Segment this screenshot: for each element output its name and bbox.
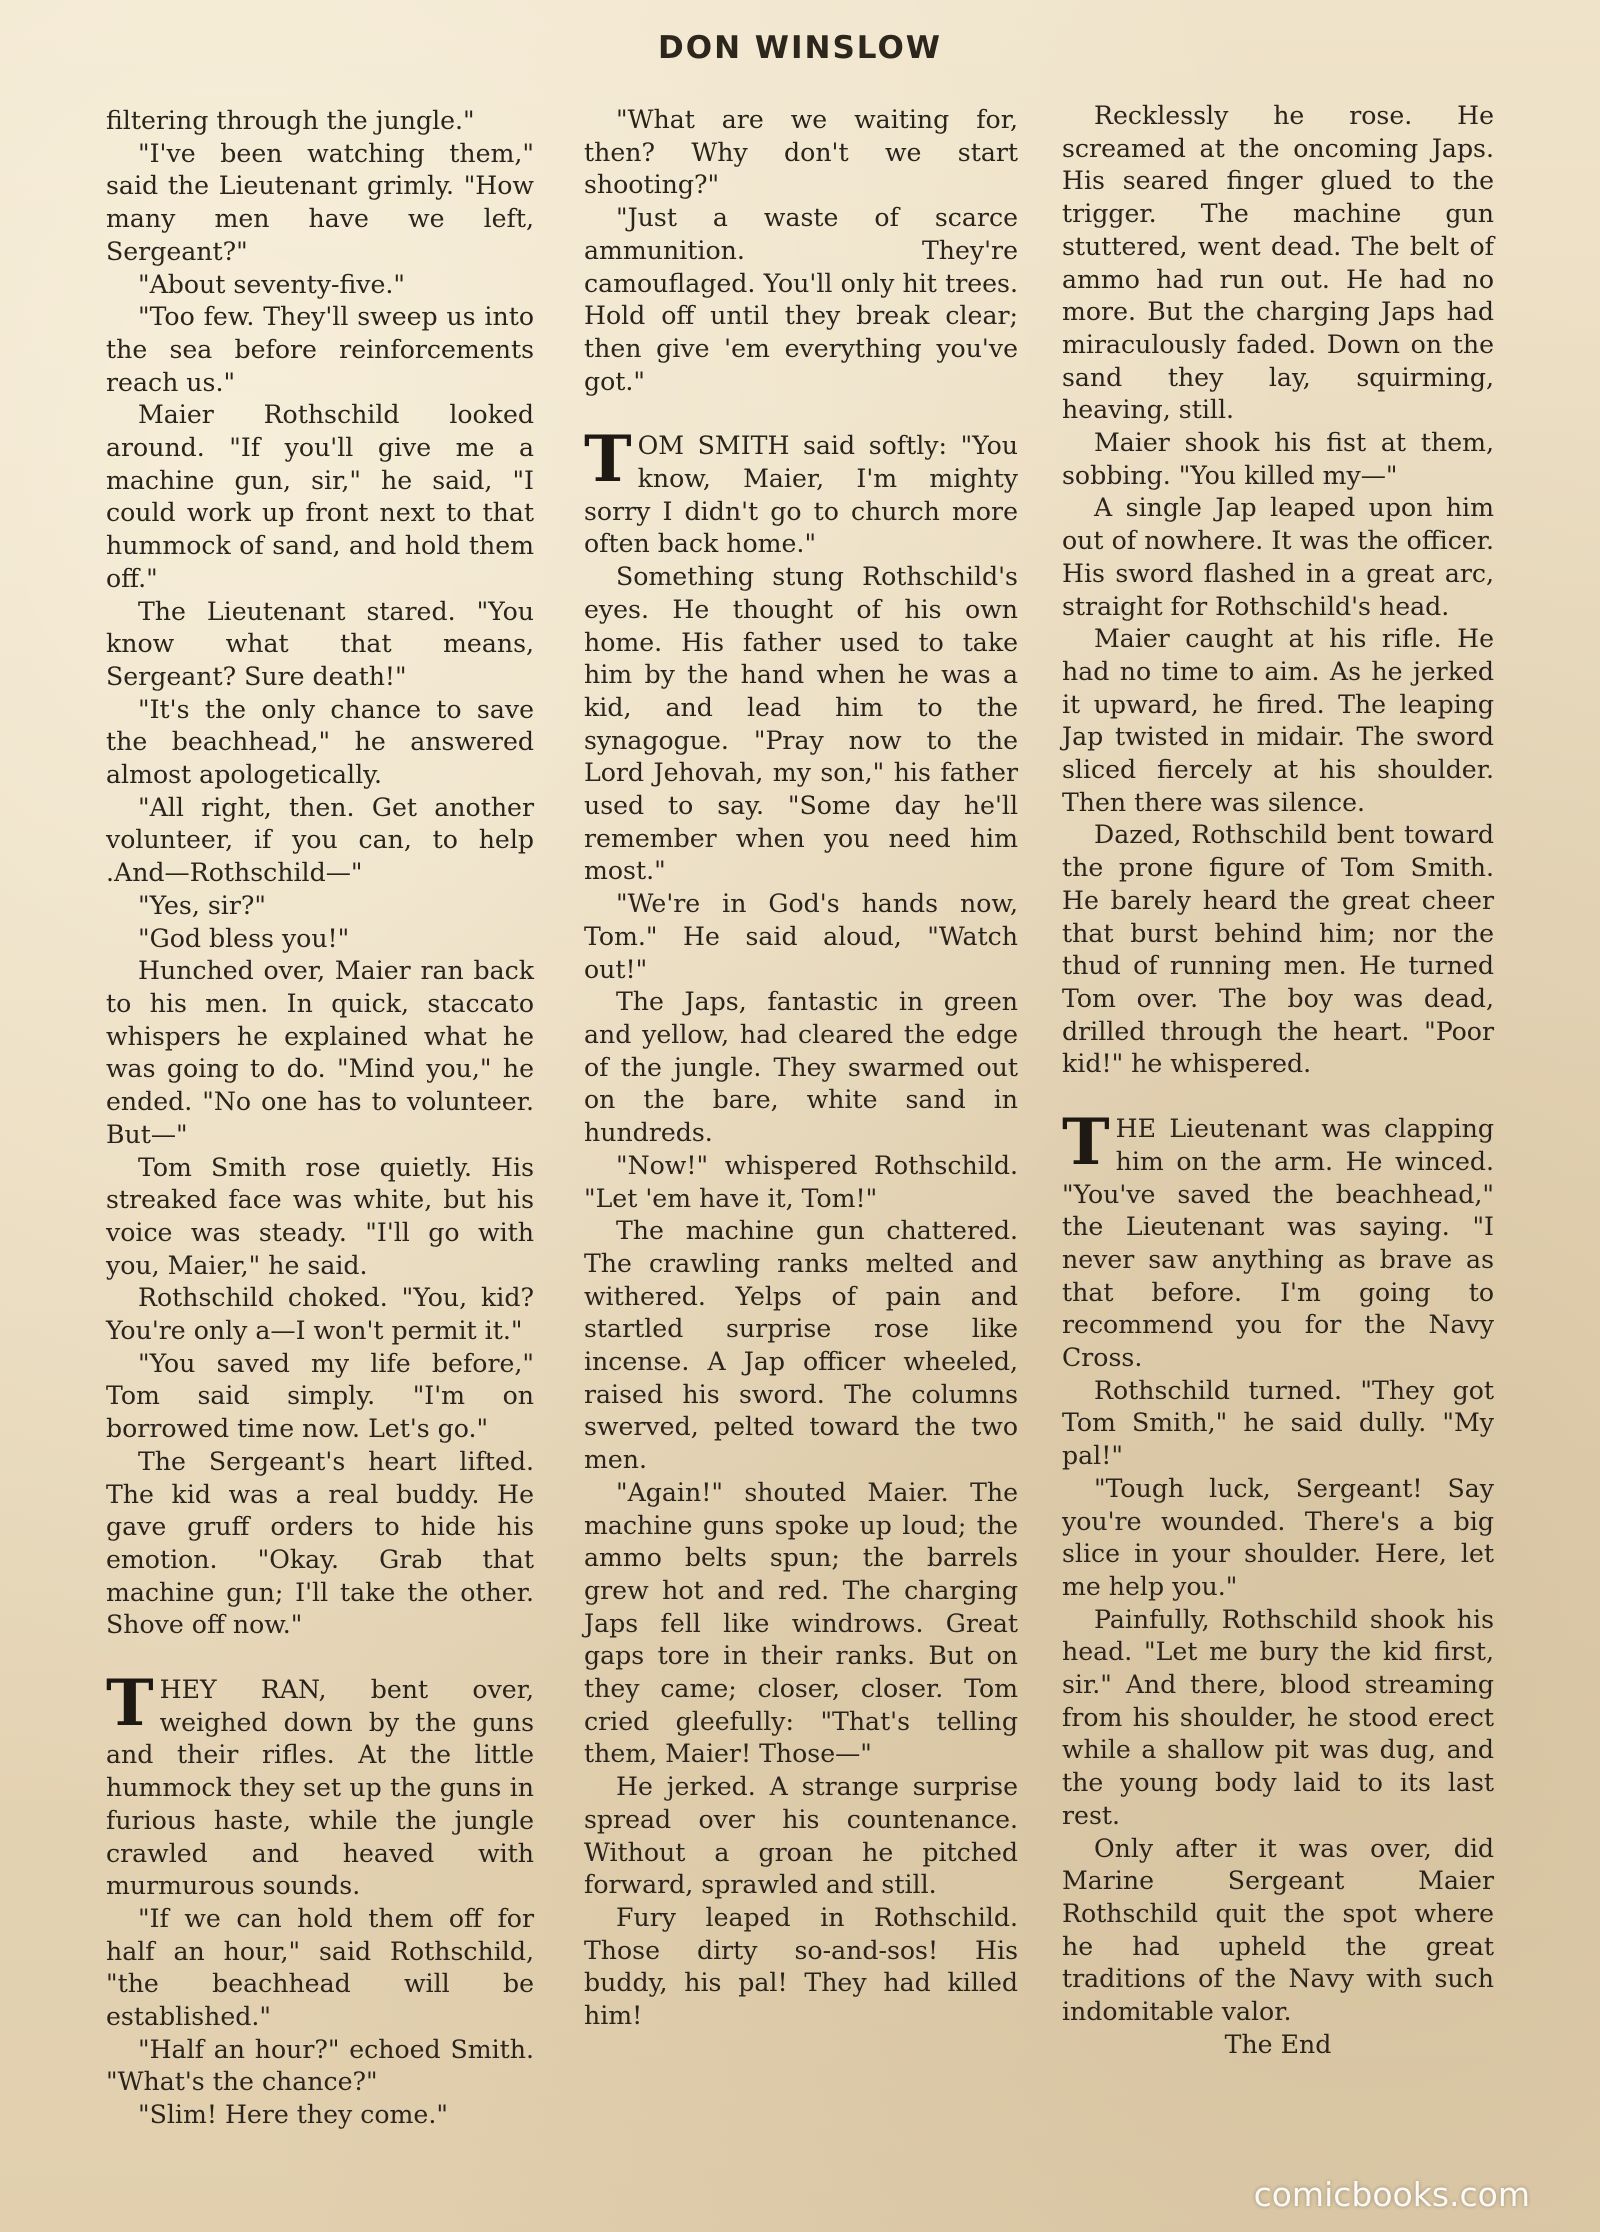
- story-paragraph: [106, 1666, 534, 1903]
- paragraph-text: Maier shook his fist at them, sobbing. "You killed my—": [1062, 428, 1494, 490]
- paragraph-text: The Sergeant's heart lifted. The kid was a real buddy. He gave gruff orders to hide his emotion. "Okay. Grab that machine gun; I'll take the other. Shove off now.": [106, 1446, 534, 1640]
- paragraph-text: "If we can hold them off for half an hour," said Rothschild, "the beachhead will be established.": [106, 1903, 534, 2032]
- paragraph-text: "Just a waste of scarce ammunition. They're camouflaged. You'll only hit trees. Hold off until they break clear; then give 'em everything you've got.": [584, 203, 1018, 396]
- text-column-2: [584, 104, 1018, 2033]
- story-paragraph: [584, 104, 1018, 202]
- story-paragraph: [584, 422, 1018, 561]
- paragraph-text: "God bless you!": [138, 923, 350, 953]
- paragraph-text: "About seventy-five.": [138, 269, 405, 299]
- story-paragraph: [106, 955, 534, 1151]
- paragraph-text: "It's the only chance to save the beachhead," he answered almost apologetically.: [106, 694, 534, 790]
- story-paragraph: [1062, 1604, 1494, 1833]
- story-paragraph: [1062, 819, 1494, 1081]
- story-paragraph: [106, 923, 534, 956]
- story-paragraph: [1062, 492, 1494, 623]
- story-paragraph: [584, 202, 1018, 398]
- story-paragraph: [106, 1446, 534, 1642]
- story-paragraph: [106, 1152, 534, 1283]
- paragraph-text: "You saved my life before," Tom said simply. "I'm on borrowed time now. Let's go.": [106, 1348, 534, 1444]
- paragraph-text: "Tough luck, Sergeant! Say you're wounded. There's a big slice in your shoulder. Here, let me help you.": [1062, 1473, 1494, 1601]
- story-paragraph: [106, 1903, 534, 2034]
- story-paragraph: [106, 269, 534, 302]
- paragraph-text: Dazed, Rothschild bent toward the prone figure of Tom Smith. He barely heard the great cheer that burst behind him; nor the thud of running men. He turned Tom over. The boy was dead, drilled through the heart. "Poor kid!" he whispered.: [1062, 820, 1494, 1079]
- story-paragraph: [106, 890, 534, 923]
- story-paragraph: [106, 1282, 534, 1347]
- page-title: DON WINSLOW: [657, 30, 943, 66]
- paragraph-text: The End: [1224, 2029, 1332, 2059]
- paragraph-text: Something stung Rothschild's eyes. He thought of his own home. His father used to take him by the hand when he was a kid, and lead him to the synagogue. "Pray now to the Lord Jehovah, my son," his father used to say. "Some day he'll remember when you need him most.": [584, 562, 1018, 886]
- paragraph-text: "Too few. They'll sweep us into the sea before reinforcements reach us.": [106, 302, 534, 397]
- story-paragraph: [584, 561, 1018, 888]
- paragraph-text: OM SMITH said softly: "You know, Maier, I'm mighty sorry I didn't go to church more often back home.": [584, 431, 1018, 559]
- paragraph-text: Fury leaped in Rothschild. Those dirty so-and-sos! His buddy, his pal! They had killed him!: [584, 1902, 1018, 2031]
- paragraph-text: "I've been watching them," said the Lieutenant grimly. "How many men have we left, Sergeant?": [106, 138, 534, 266]
- paragraph-text: "All right, then. Get another volunteer, if you can, to help .And—Rothschild—": [106, 792, 534, 888]
- story-paragraph: [584, 1902, 1018, 2033]
- story-paragraph: [1062, 1375, 1494, 1473]
- paragraph-text: "Slim! Here they come.": [138, 2100, 448, 2130]
- paragraph-text: Rothschild choked. "You, kid? You're only a—I won't permit it.": [106, 1283, 534, 1346]
- story-paragraph: [106, 792, 534, 890]
- story-paragraph: [584, 1150, 1018, 1215]
- paragraph-text: HE Lieutenant was clapping him on the arm. He winced. "You've saved the beachhead," the Lieutenant was saying. "I never saw anything as brave as that before. I'm going to recommend you for the Navy Cross.: [1062, 1114, 1494, 1373]
- paragraph-text: "What are we waiting for, then? Why don't we start shooting?": [584, 105, 1018, 200]
- paragraph-text: filtering through the jungle.": [106, 106, 475, 135]
- story-paragraph: [584, 888, 1018, 986]
- paragraph-text: Rothschild turned. "They got Tom Smith," he said dully. "My pal!": [1062, 1375, 1494, 1471]
- watermark: comicbooks.com: [1253, 2175, 1530, 2214]
- story-paragraph: [1062, 427, 1494, 492]
- story-paragraph: [106, 399, 534, 595]
- paragraph-text: Hunched over, Maier ran back to his men. In quick, staccato whispers he explained what he was going to do. "Mind you," he ended. "No one has to volunteer. But—": [106, 956, 534, 1149]
- paragraph-text: He jerked. A strange surprise spread over his countenance. Without a groan he pitched forward, sprawled and still.: [584, 1772, 1018, 1900]
- story-paragraph: [106, 1348, 534, 1446]
- paragraph-text: "Again!" shouted Maier. The machine guns spoke up loud; the ammo belts spun; the barrels grew hot and red. The charging Japs fell like windrows. Great gaps tore in their ranks. But on they came; closer, closer. Tom cried gleefully: "That's telling them, Maier! Those—": [584, 1477, 1018, 1769]
- paragraph-text: Maier Rothschild looked around. "If you'll give me a machine gun, sir," he said, "I could work up front next to that hummock of sand, and hold them off.": [106, 400, 534, 593]
- story-paragraph: [106, 138, 534, 269]
- paragraph-text: "Yes, sir?": [138, 890, 266, 920]
- paragraph-text: "Half an hour?" echoed Smith. "What's the chance?": [106, 2034, 534, 2097]
- paragraph-text: HEY RAN, bent over, weighed down by the guns and their rifles. At the little hummock they set up the guns in furious haste, while the jungle crawled and heaved with murmurous sounds.: [106, 1675, 534, 1901]
- story-paragraph: [106, 2099, 534, 2132]
- story-paragraph: [1062, 1105, 1494, 1375]
- story-paragraph: [1062, 1833, 1494, 2029]
- paragraph-text: Only after it was over, did Marine Sergeant Maier Rothschild quit the spot where he had upheld the great traditions of the Navy with such indomitable valor.: [1062, 1833, 1494, 2027]
- paragraph-text: A single Jap leaped upon him out of nowhere. It was the officer. His sword flashed in a great arc, straight for Rothschild's head.: [1062, 493, 1494, 621]
- story-paragraph: [106, 596, 534, 694]
- drop-cap: T: [1062, 1105, 1110, 1181]
- text-column-3: [1062, 100, 1494, 2061]
- story-paragraph: [584, 1215, 1018, 1477]
- paragraph-text: Maier caught at his rifle. He had no time to aim. As he jerked it upward, he fired. The leaping Jap twisted in midair. The sword sliced fiercely at his shoulder. Then there was silence.: [1062, 624, 1494, 817]
- story-end-label: [1062, 2029, 1494, 2062]
- drop-cap: T: [584, 422, 632, 498]
- paragraph-text: The Japs, fantastic in green and yellow, had cleared the edge of the jungle. They swarmed out on the bare, white sand in hundreds.: [584, 987, 1018, 1148]
- paragraph-text: The machine gun chattered. The crawling ranks melted and withered. Yelps of pain and startled surprise rose like incense. A Jap officer wheeled, raised his sword. The columns swerved, pelted toward the two men.: [584, 1216, 1018, 1475]
- story-paragraph: [584, 1477, 1018, 1771]
- story-paragraph: [1062, 623, 1494, 819]
- paragraph-text: Painfully, Rothschild shook his head. "Let me bury the kid first, sir." And there, blood streaming from his shoulder, he stood erect while a shallow pit was dug, and the young body laid to its last rest.: [1062, 1604, 1494, 1830]
- paragraph-text: Recklessly he rose. He screamed at the oncoming Japs. His seared finger glued to the trigger. The machine gun stuttered, went dead. The belt of ammo had run out. He had no more. But the charging Japs had miraculously faded. Down on the sand they lay, squirming, heaving, still.: [1062, 101, 1494, 425]
- paragraph-text: The Lieutenant stared. "You know what that means, Sergeant? Sure death!": [106, 596, 534, 691]
- story-paragraph: [106, 2034, 534, 2099]
- paragraph-text: "Now!" whispered Rothschild. "Let 'em have it, Tom!": [584, 1150, 1018, 1213]
- paragraph-text: "We're in God's hands now, Tom." He said aloud, "Watch out!": [584, 889, 1018, 984]
- story-paragraph: [106, 105, 534, 138]
- story-paragraph: [584, 986, 1018, 1150]
- paragraph-text: Tom Smith rose quietly. His streaked face was white, but his voice was steady. "I'll go with you, Maier," he said.: [106, 1152, 534, 1280]
- story-paragraph: [106, 694, 534, 792]
- story-paragraph: [1062, 100, 1494, 427]
- text-column-1: [106, 105, 534, 2132]
- drop-cap: T: [106, 1666, 154, 1742]
- story-paragraph: [584, 1771, 1018, 1902]
- story-paragraph: [106, 301, 534, 399]
- story-paragraph: [1062, 1473, 1494, 1604]
